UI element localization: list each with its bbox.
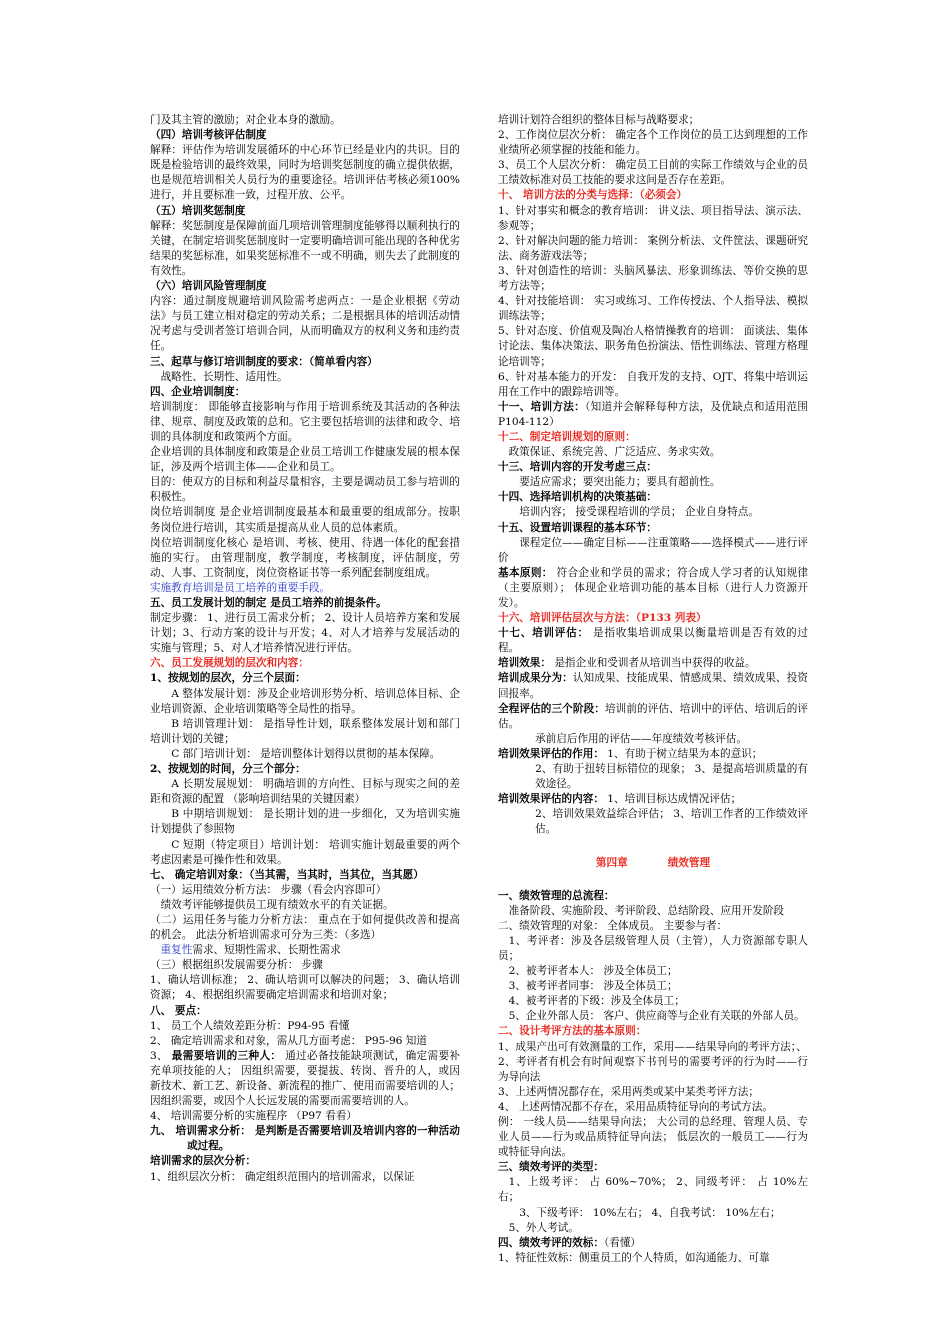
section-heading: 十二、制定培训规划的原则：: [498, 430, 636, 443]
text-run: 四、绩效考评的效标：: [498, 1236, 604, 1249]
left-column: [150, 113, 460, 1185]
section-heading: 七、 确定培训对象：（当其需，当其时，当其位，当其愿）: [150, 868, 424, 881]
section-heading: 培训需求的层次分析：: [150, 1155, 256, 1168]
text-paragraph: 例： 一线人员——结果导向法； 大公司的总经理、管理人员、专业人员——行为或品质特征导向法； 低层次的一般员工——行为或特征导向法。: [498, 1116, 808, 1159]
text-paragraph: 培训内容； 接受课程培训的学员； 企业自身特点。: [519, 506, 759, 519]
text-paragraph: 5、针对态度、价值观及陶冶人格情操教育的培训： 面谈法、集体讨论法、集体决策法、职务角色扮演法、悟性训练法、管理方格理论培训等；: [498, 325, 808, 368]
text-paragraph: 2、培训效果效益综合评估； 3、培训工作者的工作绩效评估。: [535, 808, 808, 836]
text-paragraph: 1、上级考评： 占 60%~70%； 2、同级考评： 占 10%左右；: [498, 1176, 808, 1204]
text-paragraph: 1、确认培训标准； 2、确认培训可以解决的问题； 3、确认培训资源； 4、根据组织需要确定培训需求和培训对象；: [150, 974, 460, 1002]
text-paragraph: [498, 792, 808, 807]
text-run: 通过必备技能缺项测试，确定需要补充单项技能的人； 因组织需要，要提拔、转岗、晋升的人，或因新技术、新工艺、新设备、新流程的推广、使用而需要培训的人； 因组织需要，或因个人长远发展的需要而需要培训的人。: [150, 1049, 461, 1108]
section-heading: 三、起草与修订培训制度的要求：（简单看内容）: [150, 355, 378, 368]
text-paragraph: 3、被考评者同事： 涉及全体员工；: [508, 980, 678, 993]
text-paragraph: 2、 确定培训需求和对象，需从几方面考虑： P95-96 知道: [150, 1034, 427, 1047]
text-paragraph: 3、下级考评： 10%左右； 4、自我考试： 10%左右；: [519, 1206, 781, 1219]
section-heading: 五、员工发展计划的制定 是员工培养的前提条件。: [150, 597, 387, 609]
section-heading: 八、 要点：: [150, 1004, 207, 1017]
text-paragraph: 1、特征性效标：侧重员工的个人特质，如沟通能力、可靠: [498, 1251, 770, 1264]
text-paragraph: 3、员工个人层次分析： 确定员工目前的实际工作绩效与企业的员工绩效标准对员工技能的要求这间是否存在差距。: [498, 159, 808, 187]
section-heading: （四）培训考核评估制度: [150, 129, 267, 142]
text-paragraph: [498, 626, 808, 656]
text-paragraph: 门及其主管的激励；对企业本身的激励。: [150, 114, 341, 126]
text-paragraph: B 培训管理计划： 是指导性计划，联系整体发展计划和部门培训计划的关键；: [150, 717, 460, 745]
text-paragraph: 1、 员工个人绩效差距分析：P94-95 看懂: [150, 1019, 350, 1032]
text-paragraph: 制定步骤： 1、进行员工需求分析； 2、设计人员培养方案和发展计划；3、行动方案的设计与开发；4、对人才培养与发展活动的实施与管理；5、对人才培养情况进行评估。: [150, 612, 460, 655]
text-paragraph: [498, 747, 808, 762]
text-paragraph: C 部门培训计划： 是培训整体计划得以贯彻的基本保障。: [171, 747, 441, 760]
text-run: 认知成果、技能成果、情感成果、绩效成果、投资回报率。: [498, 672, 809, 700]
text-paragraph: 培训计划符合组织的整体目标与战略要求；: [498, 114, 700, 126]
section-heading: 1、按规划的层次，分三个层面：: [150, 672, 306, 685]
text-paragraph: 目的：使双方的目标和利益尽量相容，主要是调动员工参与培训的积极性。: [150, 476, 460, 504]
section-heading: （六）培训风险管理制度: [150, 280, 267, 293]
text-run: 培训前的评估、培训中的评估、培训后的评估。: [498, 702, 809, 730]
chapter-heading: 第四章 绩效管理: [595, 856, 711, 869]
text-run: 培训效果：: [498, 657, 551, 670]
section-heading: 二、设计考评方法的基本原则：: [498, 1025, 647, 1038]
text-paragraph: A 整体发展计划：涉及企业培训形势分析、培训总体目标、企业培训资源、企业培训策略等全局性的指导。: [150, 687, 460, 715]
text-paragraph: 2、被考评者本人： 涉及全体员工；: [508, 965, 678, 978]
text-run: 1、有助于树立结果为本的意识；: [603, 747, 763, 760]
text-paragraph: 1、针对事实和概念的教育培训： 讲义法、项目指导法、演示法、参观等；: [498, 204, 808, 232]
text-run: 培训效果评估的内容：: [498, 793, 604, 806]
text-paragraph: [150, 943, 460, 958]
text-run: （知道并会解释每种方法，及优缺点和适用范围 P104-112）: [498, 400, 808, 428]
text-paragraph: 2、有助于扭转目标错位的现象； 3、是提高培训质量的有效途径。: [535, 763, 808, 791]
text-paragraph: 4、针对技能培训： 实习或练习、工作传授法、个人指导法、模拟训练法等；: [498, 295, 808, 323]
text-paragraph: （一）运用绩效分析方法： 步骤（看会内容即可）: [150, 883, 387, 896]
text-run: 3、: [150, 1049, 172, 1062]
text-paragraph: 5、企业外部人员： 客户、供应商等与企业有关联的外部人员。: [508, 1010, 805, 1023]
text-paragraph: 准备阶段、实施阶段、考评阶段、总结阶段、应用开发阶段: [508, 904, 785, 917]
text-run: 培训效果评估的作用：: [498, 747, 604, 760]
text-run: （看懂）: [603, 1236, 642, 1249]
text-paragraph: 课程定位——确定目标——注重策略——选择模式——进行评价: [498, 536, 808, 564]
text-paragraph: 绩效考评能够提供员工现有绩效水平的有关证据。: [160, 898, 394, 911]
text-paragraph: 解释：奖惩制度是保障前面几项培训管理制度能够得以顺利执行的关键，在制定培训奖惩制度时一定要明确培训可能出现的各种优劣结果的奖惩标准，如果奖惩标准不一或不明确，则失去了此制度的有效性。: [150, 219, 460, 277]
text-paragraph: 3、针对创造性的培训：头脑风暴法、形象训练法、等价交换的思考方法等；: [498, 264, 808, 293]
text-paragraph: 1、考评者：涉及各层级管理人员（主管），人力资源部专职人员；: [498, 934, 808, 962]
text-paragraph: [498, 702, 808, 732]
text-paragraph: 4、 上述两情况都不存在，采用品质特征导向的考试方法。: [498, 1100, 773, 1113]
text-paragraph: 4、被考评者的下级：涉及全体员工；: [508, 995, 685, 1008]
section-heading: 十三、培训内容的开发考虑三点：: [498, 461, 657, 474]
text-paragraph: [150, 1049, 460, 1109]
text-paragraph: 1、组织层次分析： 确定组织范围内的培训需求，以保证: [150, 1170, 415, 1183]
text-run: 是指企业和受训者从培训当中获得的收益。: [550, 657, 756, 670]
text-paragraph: [498, 566, 808, 611]
text-run: 重复性: [160, 944, 193, 957]
section-heading: 十五、设置培训课程的基本环节：: [498, 521, 657, 534]
text-paragraph: 内容：通过制度规避培训风险需考虑两点：一是企业根据《劳动法》与员工建立相对稳定的劳动关系；二是根据具体的培训活动情况考虑与受训者签订培训合同，从而明确双方的权利义务和违约责任。: [150, 295, 460, 353]
text-paragraph: 4、 培训需要分析的实施程序 （P97 看看）: [150, 1110, 357, 1123]
section-heading: 十六、培训评估层次与方法：（P133 列表）: [498, 612, 707, 625]
text-paragraph: C 短期（特定项目）培训计划： 培训实施计划最重要的两个考虑因素是可操作性和效果。: [150, 838, 460, 866]
section-heading: 一、绩效管理的总流程：: [498, 889, 615, 902]
text-run: 基本原则：: [498, 566, 553, 579]
text-run: 培训成果分为：: [498, 672, 573, 685]
section-heading: 四、企业培训制度：: [150, 385, 246, 398]
text-run: 1、培训目标达成情况评估；: [603, 793, 742, 806]
text-paragraph: 2、考评者有机会有时间观察下书刊号的需要考评的行为时——行为导向法: [498, 1055, 808, 1083]
text-paragraph: 培训制度： 即能够直接影响与作用于培训系统及其活动的各种法律、规章、制度及政策的总和。它主要包括培训的法律和政令、培训的具体制度和政策两个方面。: [150, 400, 460, 443]
text-paragraph: 2、工作岗位层次分析： 确定各个工作岗位的员工达到理想的工作业绩所必须掌握的技能和能力。: [498, 129, 808, 157]
text-paragraph: [498, 671, 808, 701]
text-run: 符合企业和学员的需求；符合成人学习者的认知规律（主要原则）； 体现企业培训功能的基本目标（进行人力资源开发）。: [498, 566, 809, 609]
section-heading: 2、按规划的时间，分三个部分：: [150, 763, 306, 776]
section-heading: （五）培训奖惩制度: [150, 204, 246, 217]
text-paragraph: 二、绩效管理的对象： 全体成员。 主要参与者：: [498, 919, 728, 932]
section-heading: 十四、选择培训机构的决策基础：: [498, 491, 657, 504]
text-paragraph: 实施教育培训是员工培养的重要手段。: [150, 581, 331, 594]
text-paragraph: （二）运用任务与能力分析方法： 重点在于如何提供改善和提高的机会。 此法分析培训需求可分为三类：（多选）: [150, 913, 460, 942]
text-paragraph: 战略性、长期性、适用性。: [160, 370, 288, 383]
section-heading: 九、 培训需求分析： 是判断是否需要培训及培训内容的一种活动或过程。: [150, 1125, 460, 1153]
text-paragraph: 解释：评估作为培训发展循环的中心环节已经是业内的共识。目的既是检验培训的最终效果，同时为培训奖惩制度的确立提供依据，也是规范培训相关人员行为的重要途径。培训评估考核必须100%进行，并且要标准一致，过程开放、公平。: [150, 144, 460, 202]
section-heading: 六、员工发展规划的层次和内容：: [150, 657, 309, 670]
text-paragraph: 6、针对基本能力的开发： 自我开发的支持、OJT、将集中培训运用在工作中的跟踪培训等。: [498, 370, 808, 398]
text-run: 需求、短期性需求、长期性需求: [192, 944, 341, 957]
text-paragraph: 3、上述两情况都存在，采用两类或某中某类考评方法；: [498, 1085, 759, 1098]
text-paragraph: A 长期发展规划： 明确培训的方向性、目标与现实之间的差距和资源的配置 （影响培训结果的关键因素）: [150, 778, 460, 806]
text-paragraph: 要适应需求；要突出能力；要具有超前性。: [519, 476, 721, 489]
text-paragraph: B 中期培训规划： 是长期计划的进一步细化，又为培训实施计划提供了参照物: [150, 808, 460, 836]
text-paragraph: [498, 656, 808, 671]
text-paragraph: 2、针对解决问题的能力培训： 案例分析法、文件筐法、课题研究法、商务游戏法等；: [498, 234, 808, 262]
text-paragraph: 承前启后作用的评估——年度绩效考核评估。: [535, 732, 747, 745]
section-heading: 三、绩效考评的类型：: [498, 1161, 604, 1174]
text-paragraph: 岗位培训制度 是企业培训制度最基本和最重要的组成部分。按职务岗位进行培训，其实质是提高从业人员的总体素质。: [150, 506, 460, 534]
text-paragraph: 岗位培训制度化核心 是培训、考核、使用、待遇一体化的配套措施的实行。 由管理制度，教学制度，考核制度，评估制度，劳动、人事、工资制度，岗位资格证书等一系列配套制度组成。: [150, 536, 460, 579]
text-paragraph: （三）根据组织发展需要分析： 步骤: [150, 959, 323, 972]
text-paragraph: [498, 400, 808, 430]
text-run: 是指收集培训成果以衡量培训是否有效的过程。: [498, 627, 808, 655]
text-run: 全程评估的三个阶段：: [498, 702, 605, 715]
text-paragraph: 5、外人考试。: [508, 1221, 579, 1234]
right-column: [498, 113, 808, 1266]
text-run: 十七、培训评估：: [498, 627, 589, 640]
text-paragraph: 政策保证、系统完善、广泛适应、务求实效。: [508, 446, 721, 459]
text-paragraph: [498, 1236, 808, 1251]
text-paragraph: 1、成果产出可有效测量的工作，采用——结果导向的考评方法；、: [498, 1040, 807, 1053]
text-run: 十一、培训方法：: [498, 400, 586, 413]
text-run: 最需要培训的三种人：: [171, 1049, 282, 1062]
text-paragraph: 企业培训的具体制度和政策是企业员工培训工作健康发展的根本保证，涉及两个培训主体——企业和员工。: [150, 446, 460, 474]
section-heading: 十、 培训方法的分类与选择：（必须会）: [498, 189, 688, 202]
